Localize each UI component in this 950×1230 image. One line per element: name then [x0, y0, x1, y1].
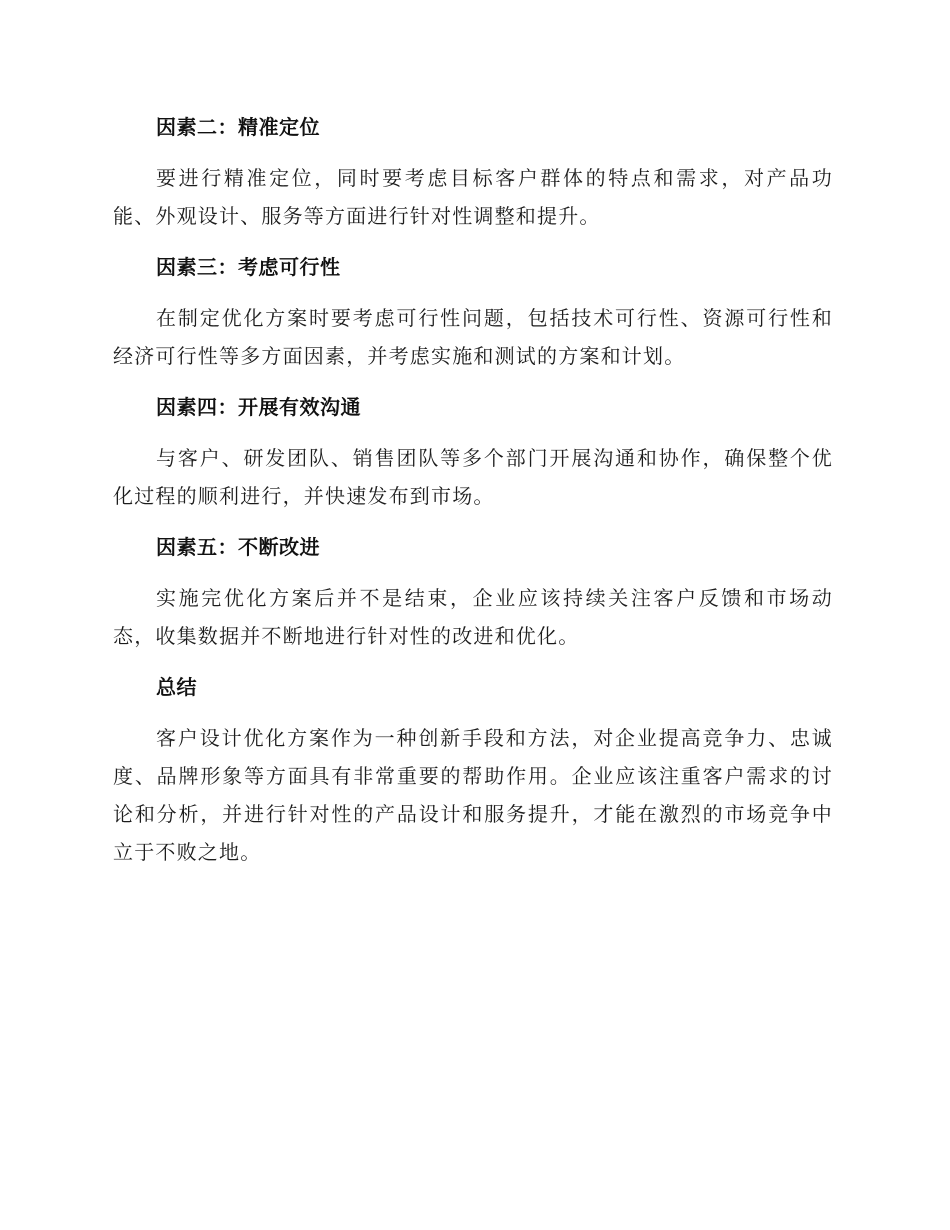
section-factor-four — [113, 388, 833, 515]
section-factor-three — [113, 248, 833, 375]
section-factor-five — [113, 528, 833, 655]
document-body — [113, 108, 833, 884]
section-heading: 因素四：开展有效沟通 — [156, 395, 361, 419]
section-paragraph: 与客户、研发团队、销售团队等多个部门开展沟通和协作，确保整个优化过程的顺利进行，并快速发布到市场。 — [113, 446, 833, 508]
section-heading: 因素三：考虑可行性 — [156, 255, 341, 279]
section-paragraph: 实施完优化方案后并不是结束，企业应该持续关注客户反馈和市场动态，收集数据并不断地进行针对性的改进和优化。 — [113, 586, 833, 648]
section-paragraph: 客户设计优化方案作为一种创新手段和方法，对企业提高竞争力、忠诚度、品牌形象等方面具有非常重要的帮助作用。企业应该注重客户需求的讨论和分析，并进行针对性的产品设计和服务提升，才能在激烈的市场竞争中立于不败之地。 — [113, 726, 833, 864]
section-heading: 因素五：不断改进 — [156, 535, 320, 559]
section-factor-two — [113, 108, 833, 235]
section-summary — [113, 668, 833, 871]
section-heading: 总结 — [156, 675, 197, 699]
section-paragraph: 在制定优化方案时要考虑可行性问题，包括技术可行性、资源可行性和经济可行性等多方面因素，并考虑实施和测试的方案和计划。 — [113, 306, 833, 368]
section-paragraph: 要进行精准定位，同时要考虑目标客户群体的特点和需求，对产品功能、外观设计、服务等方面进行针对性调整和提升。 — [113, 166, 833, 228]
section-heading: 因素二：精准定位 — [156, 115, 320, 139]
